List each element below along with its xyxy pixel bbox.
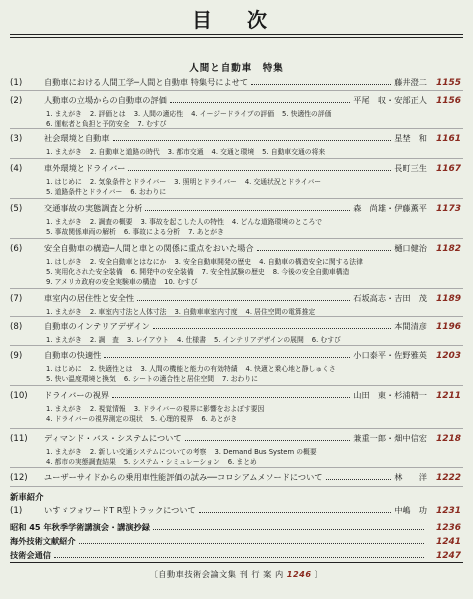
entry-separator — [10, 90, 463, 91]
toc-entry[interactable] — [0, 472, 473, 486]
subsection: 2. 調 査 — [89, 336, 119, 344]
entry-subsections — [0, 457, 473, 467]
tail-row[interactable] — [0, 536, 473, 550]
toc-entry[interactable] — [0, 390, 473, 424]
subsection: 2. 評価とは — [89, 110, 126, 118]
subsection: 4. 交通状況とドライバー — [244, 178, 322, 186]
subsection: 7. あとがき — [188, 228, 224, 236]
subsection: 1. まえがき — [46, 148, 82, 156]
entry-page[interactable]: 1211 — [435, 391, 461, 401]
toc-entry-row[interactable] — [0, 472, 473, 486]
leader-dots — [104, 356, 350, 358]
toc-entry-row[interactable] — [0, 293, 473, 307]
entry-separator — [10, 385, 463, 386]
entry-author: 林 洋 — [394, 472, 427, 482]
entry-title[interactable]: 自動車のインテリアデザイン — [44, 321, 150, 331]
tail-entry[interactable] — [0, 536, 473, 550]
entry-separator — [10, 345, 463, 346]
subsection: 1. はじめに — [46, 178, 82, 186]
entry-title[interactable]: 人動車の立場からの自動車の評価 — [44, 95, 167, 105]
title-rule-bottom — [10, 37, 463, 38]
leader-dots — [137, 299, 350, 301]
subsection: 4. 交通と環境 — [211, 148, 255, 156]
entry-number: (1) — [10, 506, 23, 516]
entry-number: (1) — [10, 78, 23, 88]
leader-dots — [113, 139, 392, 141]
subsection: 5. 実用化された安全装備 — [46, 268, 123, 276]
entry-title[interactable]: 海外技術文献紹介 — [10, 536, 76, 546]
entry-page[interactable]: 1155 — [435, 78, 461, 88]
toc-entry-row[interactable] — [0, 350, 473, 364]
entry-subsections — [0, 404, 473, 414]
leader-dots — [326, 478, 392, 480]
subsection: 5. 自動車交通の将来 — [262, 148, 326, 156]
subsection: 5. 事故関係車両の解析 — [46, 228, 116, 236]
entry-page[interactable]: 1247 — [435, 551, 461, 561]
entry-title[interactable]: 社会環境と自動車 — [44, 133, 110, 143]
leader-dots — [145, 209, 350, 211]
footer-close: 〕 — [314, 569, 324, 579]
subsection: 5. 心理的視界 — [150, 415, 194, 423]
subsection: 2. 視覚情報 — [89, 405, 126, 413]
subsection: 4. 快適と乗心地と静しゅくさ — [245, 365, 336, 373]
toc-entry-row[interactable] — [0, 433, 473, 447]
entry-page[interactable]: 1222 — [435, 473, 461, 483]
entry-title[interactable]: 技術会通信 — [10, 550, 51, 560]
entry-author: 本間清彦 — [394, 321, 427, 331]
toc-entry-row[interactable] — [0, 163, 473, 177]
footer-text: 〔自動車技術会論文集 刊 行 案 内 — [149, 569, 284, 579]
subsection: 1. まえがき — [46, 405, 82, 413]
subsection: 3. 安全自動車開発の歴史 — [174, 258, 252, 266]
entry-title[interactable]: 交通事故の実態調査と分析 — [44, 203, 143, 213]
new-car-row[interactable] — [0, 505, 473, 519]
subsection: 1. まえがき — [46, 308, 82, 316]
entry-separator — [10, 486, 463, 487]
entry-number: (3) — [10, 134, 23, 144]
toc-entry[interactable] — [0, 433, 473, 467]
subsection: 6. 事故による分析 — [123, 228, 181, 236]
entry-page[interactable]: 1167 — [435, 164, 461, 174]
leader-dots — [54, 556, 424, 558]
toc-entry[interactable] — [0, 163, 473, 197]
toc-entry-row[interactable] — [0, 77, 473, 91]
subsection: 7. 安全性試験の歴史 — [201, 268, 265, 276]
subsection: 10. むすび — [164, 278, 198, 286]
entry-subsections — [0, 447, 473, 457]
entry-subsections — [0, 335, 473, 345]
entry-page[interactable]: 1173 — [435, 204, 461, 214]
toc-entry-row[interactable] — [0, 95, 473, 109]
subsection: 4. イージードライブの評価 — [191, 110, 274, 118]
entry-page[interactable]: 1196 — [435, 322, 461, 332]
toc-entry-row[interactable] — [0, 133, 473, 147]
subsection: 4. 自動車の構造安全に関する法律 — [259, 258, 363, 266]
entry-title[interactable]: 安全自動車の構造─人間と車との関係に重点をおいた場合 — [44, 243, 254, 253]
new-car-entry[interactable] — [0, 505, 473, 519]
subsection: 4. ドライバーの視界測定の現状 — [46, 415, 143, 423]
entry-page[interactable]: 1182 — [435, 244, 461, 254]
subsection: 2. 新しい交通システムについての考察 — [89, 448, 207, 456]
subsection: 1. まえがき — [46, 110, 82, 118]
entry-title[interactable]: ドライバーの視界 — [44, 390, 110, 400]
entry-page[interactable]: 1231 — [435, 506, 461, 516]
entry-page[interactable]: 1189 — [435, 294, 461, 304]
toc-entry[interactable] — [0, 243, 473, 287]
entry-author: 兼重一郎・畑中信宏 — [353, 433, 427, 443]
entry-author: 平尾 収・安部正人 — [353, 95, 427, 105]
subsection: 5. 道路条件とドライバー — [46, 188, 123, 196]
subsection: 5. 快適性の評価 — [282, 110, 332, 118]
leader-dots — [128, 169, 391, 171]
subsection: 5. システム・シミュレーション — [123, 458, 220, 466]
entry-subsections — [0, 177, 473, 187]
tail-entry[interactable] — [0, 522, 473, 536]
subsection: 6. おわりに — [130, 188, 167, 196]
entry-separator — [10, 238, 463, 239]
subsection: 3. 人間の機能と能力の有効特績 — [140, 365, 238, 373]
entry-subsections — [0, 227, 473, 237]
subsection: 2. 調査の概要 — [89, 218, 133, 226]
leader-dots — [257, 249, 392, 251]
entry-separator — [10, 288, 463, 289]
subsection: 6. むすび — [311, 336, 341, 344]
entry-separator — [10, 467, 463, 468]
subsection: 9. アメリカ政府の安全実験車の構造 — [46, 278, 157, 286]
subsection: 3. レイアウト — [126, 336, 169, 344]
subsection: 2. 快適性とは — [89, 365, 133, 373]
leader-dots — [79, 542, 424, 544]
entry-separator — [10, 158, 463, 159]
title-rule-top — [10, 34, 463, 35]
entry-subsections — [0, 257, 473, 267]
subsection: 8. 今後の安全自動車構造 — [272, 268, 350, 276]
entry-author: 樋口健治 — [394, 243, 427, 253]
toc-entry-row[interactable] — [0, 390, 473, 404]
footer-notice — [0, 569, 473, 580]
subsection: 6. まとめ — [227, 458, 257, 466]
subsection: 6. 運転者と負担と予防安全 — [46, 120, 130, 128]
entry-number: (7) — [10, 294, 23, 304]
page-title: 目 次 — [192, 8, 281, 32]
subsection: 5. インテリアデザインの展開 — [214, 336, 304, 344]
entry-title[interactable]: 昭和 45 年秋季学術講演会・講演抄録 — [10, 522, 150, 532]
footer-rule — [10, 562, 463, 563]
subsection: 3. 都市交通 — [167, 148, 204, 156]
entry-subsections — [0, 109, 473, 119]
entry-title[interactable]: 車室内の居住性と安全性 — [44, 293, 135, 303]
toc-entry[interactable] — [0, 321, 473, 345]
entry-subsections — [0, 217, 473, 227]
toc-entry[interactable] — [0, 77, 473, 91]
entry-author: 小口泰平・佐野雅英 — [353, 350, 427, 360]
footer-page: 1246 — [286, 569, 312, 579]
subsection: 5. 快い温度環境と換気 — [46, 375, 116, 383]
entry-title[interactable]: 車外環境とドライバー — [44, 163, 126, 173]
entry-number: (8) — [10, 322, 23, 332]
entry-separator — [10, 198, 463, 199]
toc-entry[interactable] — [0, 203, 473, 237]
entry-author: 山田 東・杉浦精一 — [353, 390, 427, 400]
subsection: 3. 照明とドライバー — [174, 178, 237, 186]
subsection: 3. 人間の適応性 — [133, 110, 184, 118]
subsection: 1. まえがき — [46, 218, 82, 226]
toc-entry-row[interactable] — [0, 243, 473, 257]
toc-entry-row[interactable] — [0, 203, 473, 217]
entry-page[interactable]: 1218 — [435, 434, 461, 444]
leader-dots — [251, 83, 391, 85]
subsection: 2. 自動車と道路の時代 — [89, 148, 160, 156]
entry-separator — [10, 128, 463, 129]
entry-number: (9) — [10, 351, 23, 361]
subsection: 3. 自動車車室内寸度 — [174, 308, 238, 316]
toc-entry[interactable] — [0, 350, 473, 384]
leader-dots — [112, 396, 350, 398]
feature-title: 人間と自動車 特集 — [189, 63, 284, 74]
entry-number: (2) — [10, 96, 23, 106]
subsection: 3. 事故を起こした人の特性 — [140, 218, 224, 226]
subsection: 1. はじめに — [46, 365, 82, 373]
entry-author: 藤井澄二 — [394, 77, 427, 87]
leader-dots — [153, 528, 424, 530]
entry-subsections — [0, 267, 473, 277]
subsection: 2. 気象条件とドライバー — [89, 178, 167, 186]
subsection: 1. はしがき — [46, 258, 82, 266]
entry-number: (5) — [10, 204, 23, 214]
subsection: 2. 車室内寸法と人体寸法 — [89, 308, 167, 316]
subsection: 4. 居住空間の電算推定 — [245, 308, 316, 316]
entry-title[interactable]: 自動車における人間工学─人間と自動車 特集号によせて — [44, 77, 249, 87]
leader-dots — [153, 327, 391, 329]
subsection: 7. おわりに — [222, 375, 258, 383]
entry-title[interactable]: いすゞフォワードT R型トラックについて — [44, 505, 196, 515]
leader-dots — [199, 511, 391, 513]
toc-entry[interactable] — [0, 293, 473, 317]
entry-subsections — [0, 364, 473, 374]
entry-number: (10) — [10, 391, 28, 401]
entry-separator — [10, 316, 463, 317]
subsection: 7. むすび — [137, 120, 167, 128]
entry-subsections — [0, 187, 473, 197]
entry-separator — [10, 428, 463, 429]
subsection: 4. 都市の実態調査結果 — [46, 458, 116, 466]
leader-dots — [170, 101, 350, 103]
entry-author: 長町三生 — [394, 163, 427, 173]
subsection: 6. 開発中の安全装備 — [130, 268, 194, 276]
subsection: 3. Demand Bus System の概要 — [214, 448, 317, 456]
toc-entry-row[interactable] — [0, 321, 473, 335]
tail-row[interactable] — [0, 522, 473, 536]
entry-subsections — [0, 277, 473, 287]
entry-number: (11) — [10, 434, 28, 444]
subsection: 1. まえがき — [46, 448, 82, 456]
entry-author: 石坂高志・吉田 茂 — [353, 293, 427, 303]
entry-number: (4) — [10, 164, 23, 174]
entry-number: (12) — [10, 473, 28, 483]
leader-dots — [185, 439, 351, 441]
entry-page[interactable]: 1236 — [435, 523, 461, 533]
entry-number: (6) — [10, 244, 23, 254]
entry-page[interactable]: 1241 — [435, 537, 461, 547]
entry-page[interactable]: 1161 — [435, 134, 461, 144]
entry-title[interactable]: ディマンド・バス・システムについて — [44, 433, 182, 443]
new-car-heading: 新車紹介 — [10, 492, 44, 502]
subsection: 2. 安全自動車とはなにか — [89, 258, 167, 266]
entry-page[interactable]: 1203 — [435, 351, 461, 361]
entry-author: 星埜 和 — [394, 133, 427, 143]
entry-subsections — [0, 374, 473, 384]
entry-title[interactable]: ユーザーサイドからの乗用車性能評価の試み──コロシアムメソードについて — [44, 472, 323, 482]
subsection: 1. まえがき — [46, 336, 82, 344]
entry-subsections — [0, 414, 473, 424]
entry-page[interactable]: 1156 — [435, 96, 461, 106]
entry-author: 中嶋 功 — [394, 505, 427, 515]
entry-author: 森 尚雄・伊藤薫平 — [353, 203, 427, 213]
subsection: 6. あとがき — [201, 415, 238, 423]
subsection: 4. 仕様書 — [176, 336, 207, 344]
toc-entry[interactable] — [0, 133, 473, 157]
entry-subsections — [0, 147, 473, 157]
subsection: 4. どんな道路環境のところで — [231, 218, 323, 226]
toc-entry[interactable] — [0, 95, 473, 129]
subsection: 3. ドライバーの視界に影響をおよぼす要因 — [133, 405, 265, 413]
subsection: 6. シートの適合性と居住空間 — [123, 375, 215, 383]
entry-title[interactable]: 自動車の快適性 — [44, 350, 102, 360]
